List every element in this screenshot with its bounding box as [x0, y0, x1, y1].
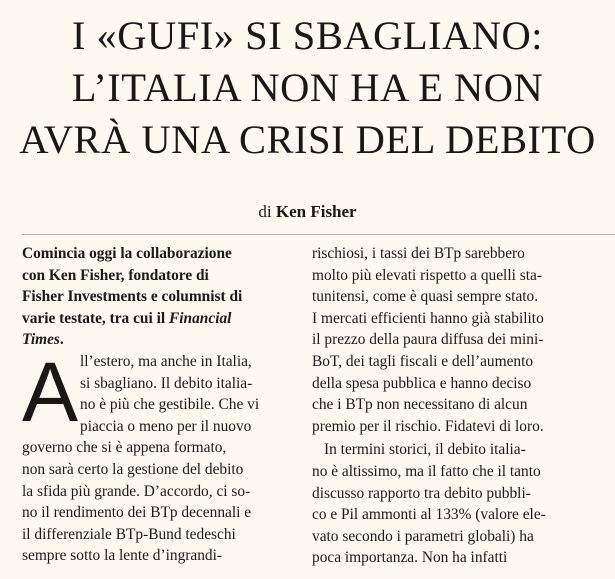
headline-line-3: AVRÀ UNA CRISI DEL DEBITO	[19, 117, 596, 162]
body-line: si sbagliano. Il debito italia-	[80, 374, 253, 392]
intro-line: con Ken Fisher, fondatore di	[22, 266, 209, 284]
intro-line: Comincia oggi la collaborazione	[22, 245, 232, 262]
byline-prefix: di	[258, 202, 272, 221]
body-line: il differenziale BTp-Bund tedeschi	[22, 525, 236, 543]
body-line: vato secondo i parametri globali) ha	[312, 527, 534, 545]
byline	[0, 202, 615, 222]
body-line: ll’estero, ma anche in Italia,	[80, 352, 252, 370]
headline-line-1: I «GUFI» SI SBAGLIANO:	[71, 13, 544, 58]
intro-publication-name: Times	[22, 331, 60, 349]
body-line: rischiosi, i tassi dei BTp sarebbero	[312, 245, 525, 262]
body-line: della spesa pubblica e hanno deciso	[312, 374, 532, 392]
separator-rule	[22, 234, 615, 235]
body-line: non sarà certo la gestione del debito	[22, 460, 244, 478]
body-line: piaccia o meno per il nuovo	[80, 417, 252, 435]
body-line: che i BTp non necessitano di alcun	[312, 396, 528, 414]
body-paragraph	[22, 344, 295, 567]
body-line: premio per il rischio. Fidatevi di loro.	[312, 417, 544, 435]
body-line: molto più elevati rispetto a quelli sta-	[312, 266, 542, 284]
intro-text: .	[59, 331, 64, 349]
intro-line	[22, 308, 295, 330]
article-column-right	[312, 243, 586, 569]
byline-author: Ken Fisher	[275, 202, 357, 221]
body-line: I mercati efficienti hanno già stabilito	[312, 309, 544, 327]
body-line: no il rendimento dei BTp decennali e	[22, 504, 252, 522]
intro-line: Fisher Investments e columnist di	[22, 288, 243, 306]
body-line: tunitensi, come è quasi sempre stato.	[312, 288, 539, 306]
intro-publication-name: Financial	[169, 309, 232, 327]
body-line: la sfida più grande. D’accordo, ci so-	[22, 482, 251, 500]
headline-line-2: L’ITALIA NON HA E NON	[71, 65, 544, 110]
body-line: In termini storici, il debito italia-	[324, 441, 526, 459]
intro-text: varie testate, tra cui il	[22, 309, 170, 327]
body-line: sempre sotto la lente d’ingrandi-	[22, 547, 223, 565]
body-paragraph	[312, 439, 586, 569]
intro-paragraph	[22, 243, 295, 351]
body-line: no è più che gestibile. Che vi	[80, 396, 260, 414]
body-line: co e Pil ammonti al 133% (valore ele-	[312, 506, 546, 524]
body-line: BoT, dei tagli fiscali e dell’aumento	[312, 352, 534, 370]
body-line: il prezzo della paura diffusa dei mini-	[312, 331, 544, 349]
drop-cap: A	[22, 344, 79, 439]
article-column-left	[22, 243, 295, 567]
body-line: no è altissimo, ma il fatto che il tanto	[312, 462, 541, 480]
body-paragraph	[312, 243, 586, 437]
body-line: governo che si è appena formato,	[22, 439, 227, 457]
body-line: discusso rapporto tra debito pubbli-	[312, 484, 531, 502]
body-line: poca importanza. Non ha infatti	[312, 549, 508, 567]
headline	[0, 10, 615, 166]
